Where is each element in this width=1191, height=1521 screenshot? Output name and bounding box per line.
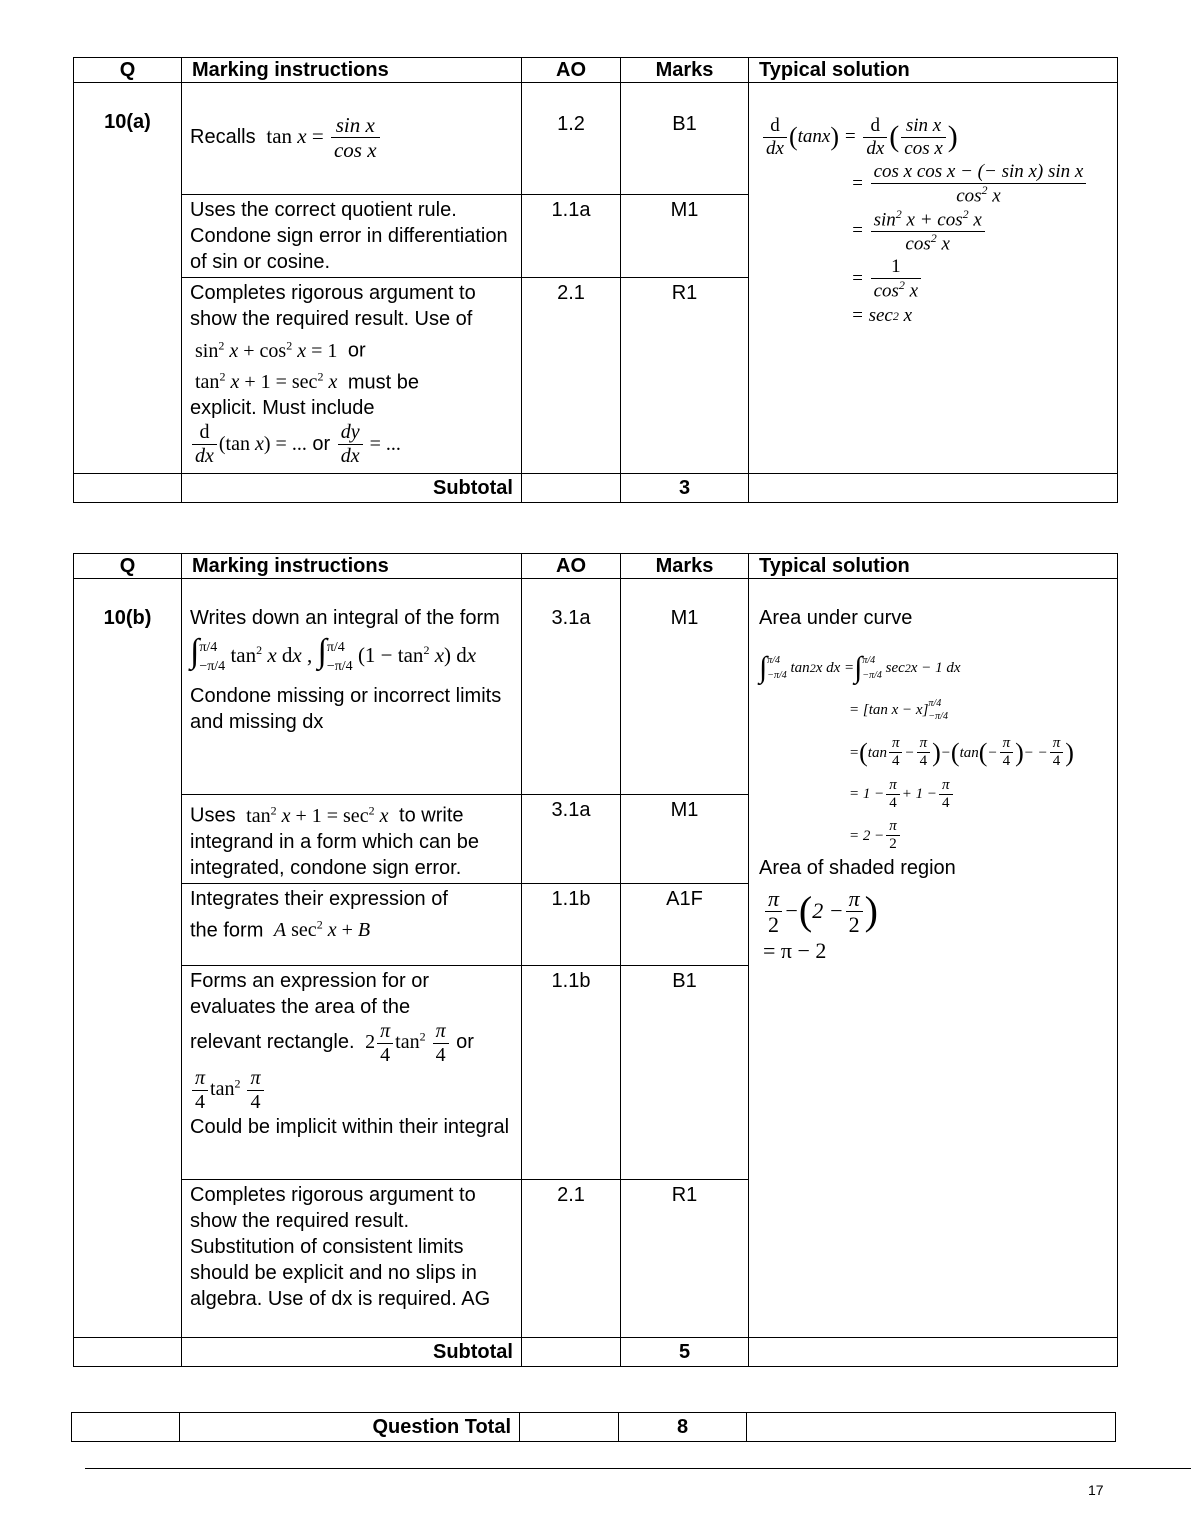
header-q: Q: [74, 58, 182, 83]
ao-cell: 3.1a: [522, 795, 621, 884]
instruction-text: Integrates their expression of: [190, 887, 448, 910]
header-marks: Marks: [621, 554, 749, 579]
question-number: 10(a): [74, 83, 182, 474]
page-number: 17: [1088, 1482, 1104, 1498]
ao-cell: 1.1b: [522, 883, 621, 965]
header-marks: Marks: [621, 58, 749, 83]
instruction-text: Recalls: [190, 125, 256, 148]
instruction-cell: Writes down an integral of the form ∫ π/4 −π/4 $\tan^2 x$ dx , ∫ π/4 −π/4 $(1 - \tan^2 x)$ dx Condone missing or incorrect limits and missing dx: [182, 579, 522, 795]
solution-cell-a: $\frac{d}{dx}$ ( tan x ) = $\frac{d}{dx}$ ( $\frac{\text{sin x}}{\text{cos x}}$ ) = $\frac{\text{cos x cos x − (− sin x) sin x}}{\cos^2 x}$ = $\frac{\sin^2 x + \cos^2 x}{\cos^2 x}$ = $\frac{1}{\cos^2 x}$ = sec 2 x: [749, 83, 1118, 474]
subtotal-row: [74, 1337, 1118, 1366]
instruction-cell: Completes rigorous argument to show the required result. Use of $\sin^2 x + \cos^2 x = 1$ or $\tan^2 x + 1 = \sec^2 x$ must be explicit. Must include $\frac{d}{dx}$ (tan x) = ... or $\frac{dy}{dx}$ = ...: [182, 278, 522, 474]
instruction-text: the form: [190, 919, 264, 942]
total-label: Question Total: [180, 1413, 520, 1442]
ao-cell: 2.1: [522, 1179, 621, 1337]
header-solution: Typical solution: [749, 58, 1118, 83]
ao-cell: 1.1b: [522, 965, 621, 1179]
ao-cell: 3.1a: [522, 579, 621, 795]
header-ao: AO: [522, 554, 621, 579]
instruction-text: relevant rectangle.: [190, 1030, 355, 1053]
subtotal-label: Subtotal: [182, 474, 522, 503]
solution-cell-b: Area under curve ∫ π/4 −π/4 tan 2 x dx = ∫ π/4 −π/4 sec 2 x − 1 dx = [tan x − x] π/4 −π/4 = ( tan $\frac{\pi}{4}$ − $\frac{\pi}{4}$ ) − ( tan ( − $\frac{\pi}{4}$ ) − − $\frac{\pi}{4}$ ) = 1 − $\frac{\pi}{4}$ + 1 − $\frac{\pi}{4}$ = 2 − $\frac{\pi}{2}$ Area of shaded region $\frac{\pi}{2}$ − ( 2 − $\frac{\pi}{2}$ ) = π − 2: [749, 579, 1118, 1338]
subtotal-label: Subtotal: [182, 1337, 522, 1366]
header-row: [74, 554, 1118, 579]
instruction-text: Completes rigorous argument to show the required result. Substitution of consistent limits should be explicit and no slips in algebra. Use of dx is required. AG: [182, 1179, 522, 1337]
ao-cell: 1.1a: [522, 195, 621, 278]
footer-divider: [85, 1468, 1191, 1469]
instruction-text: Writes down an integral of the form: [190, 607, 500, 629]
header-ao: AO: [522, 58, 621, 83]
marks-cell: B1: [621, 965, 749, 1179]
marks-cell: M1: [621, 795, 749, 884]
marks-cell: M1: [621, 195, 749, 278]
instruction-cell: Recalls tan x = $\frac{\text{sin x}}{\text{cos x}}$: [182, 83, 522, 195]
marks-cell: A1F: [621, 883, 749, 965]
instruction-text: explicit. Must include: [190, 397, 375, 420]
ao-cell: 2.1: [522, 278, 621, 474]
instruction-cell: Forms an expression for or evaluates the area of the relevant rectangle. 2 $\frac{\pi}{4}$ $\tan^2$ $\frac{\pi}{4}$ or $\frac{\pi}{4}$ $\tan^2$ $\frac{\pi}{4}$ Could be implicit within their integral: [182, 965, 522, 1179]
solution-label: Area of shaded region: [759, 856, 956, 879]
table-row: [74, 579, 1118, 795]
header-instructions: Marking instructions: [182, 58, 522, 83]
instruction-cell: Integrates their expression of the form A $\sec^2 x + B$: [182, 883, 522, 965]
must-be-text: must be: [347, 371, 420, 394]
marks-cell: R1: [621, 1179, 749, 1337]
subtotal-row: [74, 474, 1118, 503]
instruction-cell: Uses $\tan^2 x + 1 = \sec^2 x$ to write integrand in a form which can be integrated, condone sign error.: [182, 795, 522, 884]
instruction-text: Uses: [190, 804, 236, 827]
instruction-text: Could be implicit within their integral: [190, 1115, 510, 1138]
marks-cell: R1: [621, 278, 749, 474]
table-part-a: [73, 57, 1118, 503]
header-instructions: Marking instructions: [182, 554, 522, 579]
marks-cell: M1: [621, 579, 749, 795]
instruction-text: to write integrand in a form which can be integrated, condone sign error.: [190, 804, 480, 879]
or-text: or: [456, 1030, 474, 1053]
instruction-text: Condone missing or incorrect limits and missing dx: [190, 684, 502, 733]
total-row: [72, 1413, 1116, 1442]
table-row: [74, 83, 1118, 195]
instruction-text: Forms an expression for or evaluates the area of the: [190, 969, 429, 1018]
instruction-text: Uses the correct quotient rule. Condone sign error in differentiation of sin or cosine.: [182, 195, 522, 278]
header-solution: Typical solution: [749, 554, 1118, 579]
solution-label: Area under curve: [759, 607, 913, 629]
subtotal-value: 3: [621, 474, 749, 503]
subtotal-value: 5: [621, 1337, 749, 1366]
question-number: 10(b): [74, 579, 182, 1338]
marks-cell: B1: [621, 83, 749, 195]
instruction-text: Completes rigorous argument to show the required result. Use of: [190, 282, 476, 330]
or-text: or: [312, 433, 331, 456]
total-value: 8: [619, 1413, 747, 1442]
table-part-b: [73, 553, 1118, 1367]
header-q: Q: [74, 554, 182, 579]
header-row: [74, 58, 1118, 83]
table-total: [71, 1412, 1116, 1442]
ao-cell: 1.2: [522, 83, 621, 195]
or-text: or: [347, 339, 366, 362]
